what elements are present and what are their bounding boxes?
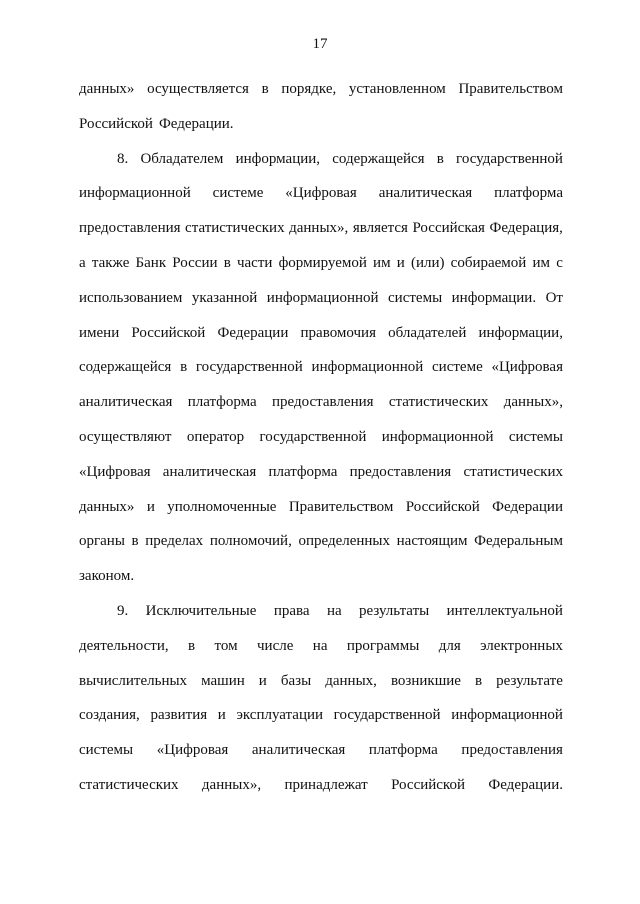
word: статистических xyxy=(79,776,179,793)
word: обладателей xyxy=(388,324,467,341)
text-line xyxy=(79,350,563,385)
text-line xyxy=(79,420,563,455)
word: и xyxy=(217,707,226,724)
word: осуществляют xyxy=(79,428,172,445)
word: информационной xyxy=(79,185,191,202)
word: Российской xyxy=(79,115,153,132)
document-body xyxy=(79,72,563,803)
word: права xyxy=(273,602,310,619)
word: Правительством xyxy=(288,498,394,515)
word: результате xyxy=(496,672,563,689)
word: пределах xyxy=(145,533,204,550)
text-line xyxy=(79,594,563,629)
word: правомочия xyxy=(300,324,376,341)
text-line xyxy=(79,629,563,664)
word: является xyxy=(352,220,408,237)
word: системы xyxy=(388,289,443,306)
word: «Цифровая xyxy=(79,463,151,480)
word: информационной xyxy=(266,289,379,306)
word: предоставления xyxy=(272,394,374,411)
word: в xyxy=(436,150,444,167)
word: им xyxy=(373,254,391,271)
word: предоставления xyxy=(349,463,452,480)
text-line xyxy=(79,176,563,211)
word: Российская xyxy=(412,220,485,237)
word: информационной xyxy=(311,359,424,376)
word: на xyxy=(326,602,342,619)
word: в xyxy=(223,254,231,271)
text-line xyxy=(79,524,563,559)
text-line xyxy=(79,455,563,490)
word: Федеральным xyxy=(474,533,563,550)
word: оператор xyxy=(186,428,245,445)
word: Федерации xyxy=(217,324,289,341)
word: От xyxy=(545,289,563,306)
word: государственной xyxy=(259,428,367,445)
text-line xyxy=(79,385,563,420)
word: интеллектуальной xyxy=(446,602,563,619)
word: Исключительные xyxy=(145,602,257,619)
word: вычислительных xyxy=(79,672,188,689)
word: числе xyxy=(257,637,294,654)
word: платформа xyxy=(368,742,438,759)
word: аналитическая xyxy=(162,463,257,480)
word: государственной xyxy=(195,359,303,376)
word: электронных xyxy=(480,637,563,654)
word: Российской xyxy=(131,324,206,341)
word: органы xyxy=(79,533,125,550)
paragraph-8 xyxy=(79,142,563,594)
word: данных» xyxy=(79,498,135,515)
word: информационной xyxy=(381,428,494,445)
word: для xyxy=(438,637,461,654)
word: использованием xyxy=(79,289,183,306)
word: Российской xyxy=(391,776,465,793)
word: информации, xyxy=(478,324,563,341)
word: аналитическая xyxy=(251,742,346,759)
word: а xyxy=(79,254,86,271)
word: Федерации. xyxy=(488,776,563,793)
word: возникшие xyxy=(390,672,461,689)
word: аналитическая xyxy=(79,394,173,411)
word: и xyxy=(396,254,405,271)
word: информации. xyxy=(451,289,537,306)
word: в xyxy=(180,359,188,376)
word: уполномоченные xyxy=(167,498,277,515)
word: 8. xyxy=(117,150,129,167)
word: и xyxy=(146,498,155,515)
word: им xyxy=(532,254,551,271)
word: установленном xyxy=(348,81,446,97)
word: Федерация, xyxy=(489,220,563,237)
word: «Цифровая xyxy=(156,742,229,759)
word: с xyxy=(556,254,563,271)
text-line xyxy=(79,768,563,803)
word: России xyxy=(172,254,218,271)
word: содержащейся xyxy=(332,150,425,167)
text-line xyxy=(79,246,563,281)
word: статистических xyxy=(185,220,285,237)
word: Федерации xyxy=(492,498,563,515)
word: статистических xyxy=(463,463,563,480)
word: осуществляется xyxy=(147,81,249,97)
word: платформа xyxy=(187,394,257,411)
word: информационной xyxy=(451,707,563,724)
word: данных», xyxy=(201,776,262,793)
word: имени xyxy=(79,324,120,341)
word: машин xyxy=(201,672,245,689)
word: данных» xyxy=(79,81,135,97)
word: в xyxy=(261,81,269,97)
text-line xyxy=(79,490,563,525)
word: деятельности, xyxy=(79,637,169,654)
word: государственной xyxy=(333,707,441,724)
word: создания, xyxy=(79,707,140,724)
word: данных», xyxy=(503,394,563,411)
word: и xyxy=(258,672,267,689)
paragraph-continuation xyxy=(79,72,563,142)
word: системе xyxy=(432,359,483,376)
word: на xyxy=(312,637,328,654)
text-line xyxy=(79,281,563,316)
word: «Цифровая xyxy=(285,185,357,202)
word: (или) xyxy=(410,254,445,271)
text-line xyxy=(79,698,563,733)
word: Российской xyxy=(405,498,480,515)
word: содержащейся xyxy=(79,359,172,376)
word: результаты xyxy=(359,602,430,619)
word: эксплуатации xyxy=(236,707,324,724)
word: аналитическая xyxy=(378,185,473,202)
word: законом. xyxy=(79,568,135,585)
word: определенных xyxy=(298,533,391,550)
text-line xyxy=(79,107,563,142)
word: полномочий, xyxy=(209,533,292,550)
word: статистических xyxy=(388,394,489,411)
word: государственной xyxy=(456,150,563,167)
word: данных», xyxy=(289,220,349,237)
word: системы xyxy=(79,742,134,759)
text-line xyxy=(79,664,563,699)
word: предоставления xyxy=(461,742,563,759)
word: программы xyxy=(346,637,420,654)
word: 9. xyxy=(117,602,129,619)
text-line xyxy=(79,559,563,594)
text-line xyxy=(79,733,563,768)
word: Банк xyxy=(135,254,167,271)
word: формируемой xyxy=(278,254,367,271)
word: том xyxy=(214,637,238,654)
text-line xyxy=(79,211,563,246)
word: собираемой xyxy=(450,254,527,271)
word: в xyxy=(131,533,139,550)
word: предоставления xyxy=(79,220,181,237)
word: в xyxy=(188,637,196,654)
page-number: 17 xyxy=(312,36,328,52)
word: данных, xyxy=(325,672,377,689)
word: Обладателем xyxy=(140,150,224,167)
text-line xyxy=(79,316,563,351)
word: системы xyxy=(508,428,563,445)
paragraph-9 xyxy=(79,594,563,803)
word: указанной xyxy=(191,289,258,306)
word: порядке, xyxy=(281,81,337,97)
word: принадлежат xyxy=(284,776,368,793)
text-line xyxy=(79,142,563,177)
word: развития xyxy=(150,707,208,724)
word: в xyxy=(474,672,483,689)
word: настоящим xyxy=(396,533,468,550)
word: системе xyxy=(212,185,264,202)
word: информации, xyxy=(235,150,321,167)
word: базы xyxy=(280,672,312,689)
word: также xyxy=(91,254,130,271)
word: платформа xyxy=(494,185,563,202)
word: «Цифровая xyxy=(491,359,563,376)
word: Федерации. xyxy=(158,115,234,132)
text-line xyxy=(79,72,563,107)
word: Правительством xyxy=(458,81,563,97)
word: платформа xyxy=(268,463,338,480)
word: части xyxy=(236,254,273,271)
